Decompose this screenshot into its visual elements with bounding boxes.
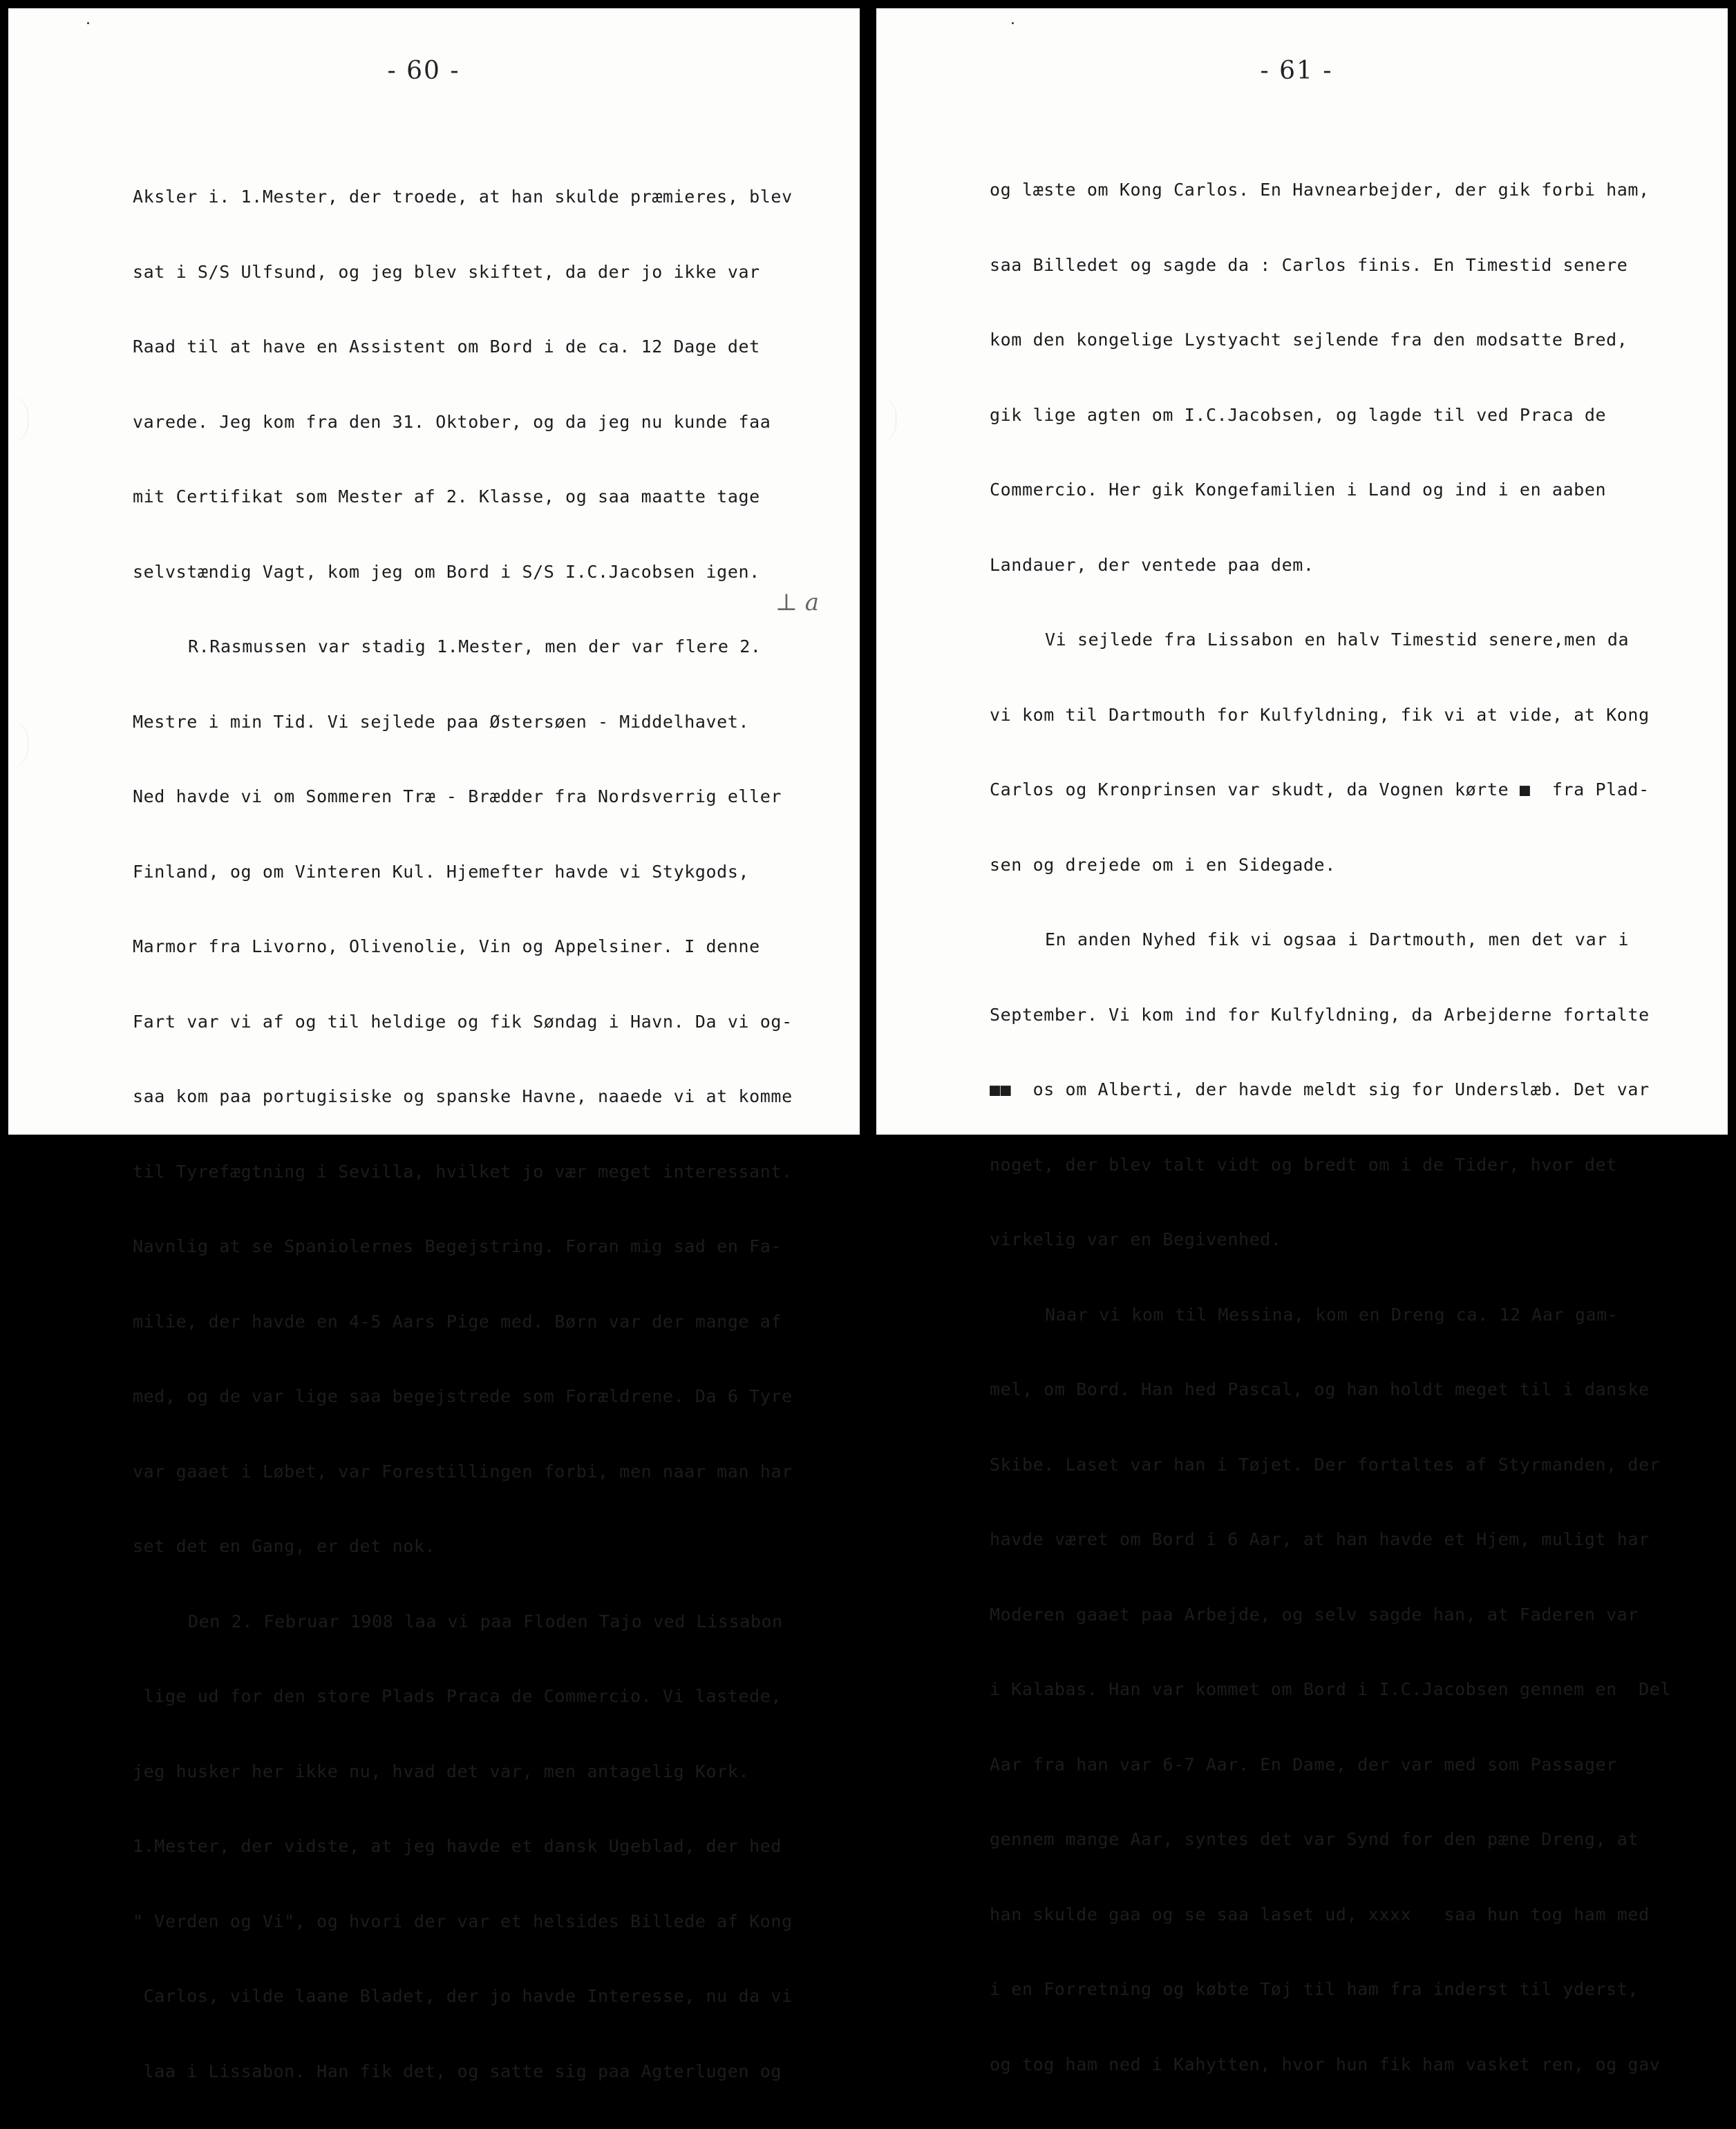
text-line: med, og de var lige saa begejstrede som Forældrene. Da 6 Tyre — [133, 1386, 793, 1406]
text-line: R.Rasmussen var stadig 1.Mester, men der var flere 2. — [188, 636, 762, 656]
text-line: var gaaet i Løbet, var Forestillingen forbi, men naar man har — [133, 1461, 793, 1482]
text-line: jeg husker her ikke nu, hvad det var, men antagelig Kork. — [133, 1761, 750, 1781]
text-line: og tog ham ned i Kahytten, hvor hun fik ham vasket ren, og gav — [990, 2054, 1661, 2074]
text-line: ■■ os om Alberti, der havde meldt sig for Underslæb. Det var — [990, 1079, 1650, 1099]
text-line: 1.Mester, der vidste, at jeg havde et dansk Ugeblad, der hed — [133, 1836, 782, 1856]
text-line: varede. Jeg kom fra den 31. Oktober, og da jeg nu kunde faa — [133, 411, 771, 432]
text-line: September. Vi kom ind for Kulfyldning, da Arbejderne fortalte — [990, 1004, 1650, 1025]
text-line: virkelig var en Begivenhed. — [990, 1229, 1282, 1249]
text-line: Fart var vi af og til heldige og fik Søndag i Havn. Da vi og- — [133, 1011, 793, 1032]
text-line: til Tyrefægtning i Sevilla, hvilket jo vær meget interessant. — [133, 1161, 793, 1182]
text-line: Carlos, vilde laane Bladet, der jo havde Interesse, nu da vi — [133, 1986, 793, 2006]
scan-speck — [1012, 22, 1014, 24]
text-line: Naar vi kom til Messina, kom en Dreng ca. 12 Aar gam- — [1045, 1304, 1619, 1325]
text-line: Vi sejlede fra Lissabon en halv Timestid senere,men da — [1045, 630, 1630, 650]
text-line: gennem mange Aar, syntes det var Synd for den pæne Dreng, at — [990, 1829, 1639, 1849]
right-page — [876, 8, 1728, 2074]
text-line: Den 2. Februar 1908 laa vi paa Floden Tajo ved Lissabon — [188, 1611, 783, 1631]
scan-speck — [87, 22, 89, 24]
typed-text-body — [133, 140, 793, 2129]
text-line: han skulde gaa og se saa laset ud, xxxx saa hun tog ham med — [990, 1904, 1650, 1924]
scan-edge-mark — [876, 395, 896, 444]
text-line: Aar fra han var 6-7 Aar. En Dame, der var med som Passager — [990, 1754, 1617, 1775]
text-line: mel, om Bord. Han hed Pascal, og han holdt meget til i danske — [990, 1379, 1650, 1399]
text-line: Landauer, der ventede paa dem. — [990, 554, 1314, 575]
text-line: saa kom paa portugisiske og spanske Havne, naaede vi at komme — [133, 1086, 793, 1106]
text-line: Finland, og om Vinteren Kul. Hjemefter havde vi Stykgods, — [133, 861, 750, 882]
typed-text-body — [990, 133, 1671, 2122]
text-line: Navnlig at se Spaniolernes Begejstring. Foran mig sad en Fa- — [133, 1236, 782, 1256]
text-line: mit Certifikat som Mester af 2. Klasse, og saa maatte tage — [133, 486, 760, 507]
left-page — [8, 8, 860, 2081]
handwritten-margin-note: ⊥ a — [775, 589, 820, 616]
text-line: kom den kongelige Lystyacht sejlende fra den modsatte Bred, — [990, 330, 1628, 350]
text-line: i Kalabas. Han var kommet om Bord i I.C.Jacobsen gennem en Del — [990, 1679, 1672, 1699]
text-line: Mestre i min Tid. Vi sejlede paa Østersøen - Middelhavet. — [133, 711, 750, 732]
text-line: havde været om Bord i 6 Aar, at han havde et Hjem, muligt har — [990, 1529, 1650, 1549]
text-line: saa Billedet og sagde da : Carlos finis. En Timestid senere — [990, 254, 1628, 275]
text-line: laa i Lissabon. Han fik det, og satte sig paa Agterlugen og — [133, 2061, 782, 2081]
page-number: - 61 - — [1260, 57, 1333, 85]
text-line: sen og drejede om i en Sidegade. — [990, 854, 1336, 875]
text-line: og læste om Kong Carlos. En Havnearbejder, der gik forbi ham, — [990, 180, 1650, 200]
text-line: Raad til at have en Assistent om Bord i de ca. 12 Dage det — [133, 337, 760, 357]
text-line: " Verden og Vi", og hvori der var et helsides Billede af Kong — [133, 1911, 793, 1931]
scan-edge-mark — [8, 720, 28, 768]
text-line: vi kom til Dartmouth for Kulfyldning, fik vi at vide, at Kong — [990, 704, 1650, 725]
text-line: selvstændig Vagt, kom jeg om Bord i S/S I.C.Jacobsen igen. — [133, 561, 760, 582]
scan-edge-mark — [8, 395, 28, 444]
text-line: milie, der havde en 4-5 Aars Pige med. Børn var der mange af — [133, 1311, 782, 1332]
text-line: Aksler i. 1.Mester, der troede, at han skulde præmieres, blev — [133, 187, 793, 207]
text-line: Marmor fra Livorno, Olivenolie, Vin og Appelsiner. I denne — [133, 936, 760, 956]
text-line: Moderen gaaet paa Arbejde, og selv sagde han, at Faderen var — [990, 1604, 1639, 1625]
text-line: set det en Gang, er det nok. — [133, 1536, 436, 1556]
page-number: - 60 - — [387, 57, 460, 85]
text-line: i en Forretning og købte Tøj til ham fra inderst til yderst, — [990, 1979, 1639, 1999]
text-line: Skibe. Laset var han i Tøjet. Der fortaltes af Styrmanden, der — [990, 1454, 1661, 1475]
text-line: Ned havde vi om Sommeren Træ - Brædder fra Nordsverrig eller — [133, 786, 782, 806]
text-line: sat i S/S Ulfsund, og jeg blev skiftet, da der jo ikke var — [133, 261, 760, 282]
text-line: gik lige agten om I.C.Jacobsen, og lagde til ved Praca de — [990, 404, 1607, 425]
text-line: En anden Nyhed fik vi ogsaa i Dartmouth, men det var i — [1045, 929, 1630, 949]
text-line: lige ud for den store Plads Praca de Commercio. Vi lastede, — [133, 1686, 782, 1706]
text-line: Commercio. Her gik Kongefamilien i Land og ind i en aaben — [990, 480, 1607, 500]
text-line: Carlos og Kronprinsen var skudt, da Vognen kørte ■ fra Plad- — [990, 779, 1650, 799]
text-line: noget, der blev talt vidt og bredt om i de Tider, hvor det — [990, 1154, 1617, 1175]
